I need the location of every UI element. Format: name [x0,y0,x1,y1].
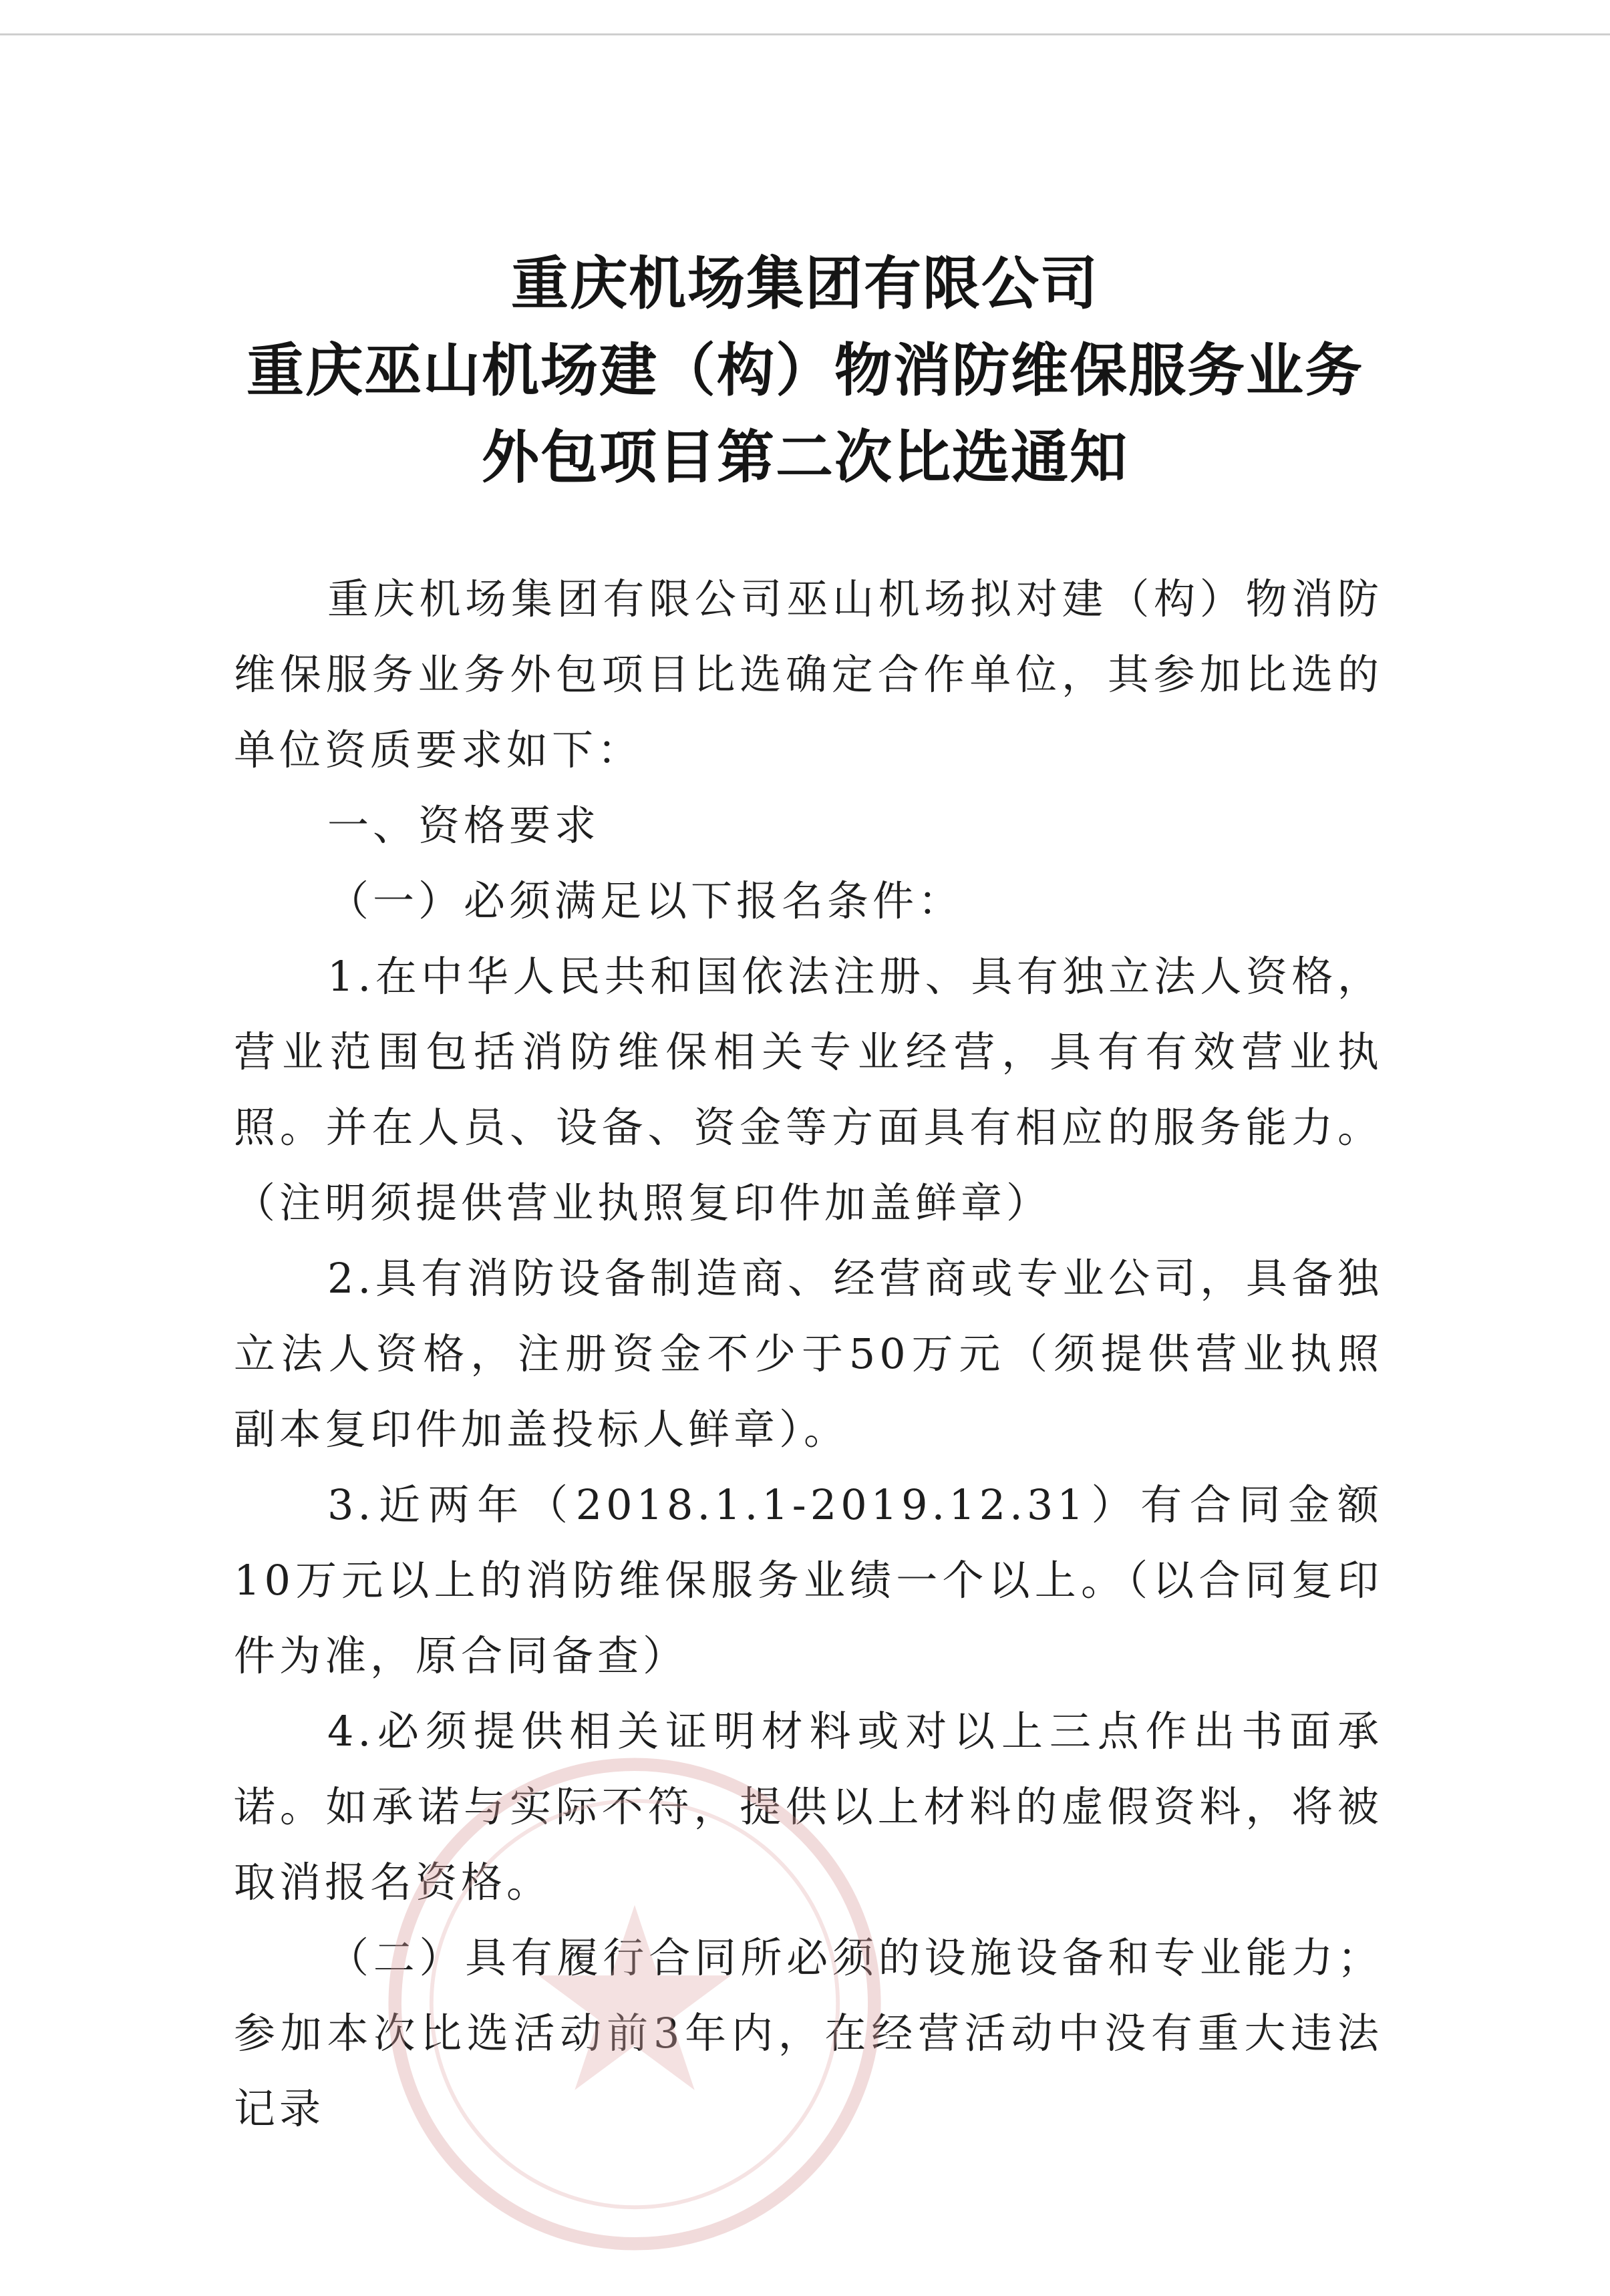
title-line-notice: 外包项目第二次比选通知 [482,424,1128,491]
subsection-heading-registration: （一）必须满足以下报名条件： [327,876,964,925]
requirement-item-1: 1.在中华人民共和国依法注册、具有独立法人资格，营业范围包括消防维保相关专业经营，具有有效营业执照。并在人员、设备、资金等方面具有相应的服务能力。（注明须提供营业执照复印件加盖鲜章） [234,952,1383,1227]
official-seal-stamp [374,1744,895,2265]
section-heading-qualifications: 一、资格要求 [327,801,601,850]
subsection-two-paragraph: （二）具有履行合同所必须的设施设备和专业能力；参加本次比选活动前3年内，在经营活动中没有重大违法记录 [234,1933,1383,2133]
requirement-item-3: 3.近两年（2018.1.1-2019.12.31）有合同金额10万元以上的消防维保服务业绩一个以上。（以合同复印件为准，原合同备查） [234,1480,1383,1680]
intro-paragraph: 重庆机场集团有限公司巫山机场拟对建（构）物消防维保服务业务外包项目比选确定合作单位，其参加比选的单位资质要求如下： [234,575,1383,774]
title-line-project: 重庆巫山机场建（构）物消防维保服务业务 [247,337,1363,404]
requirement-item-4: 4.必须提供相关证明材料或对以上三点作出书面承诺。如承诺与实际不符，提供以上材料的虚假资料，将被取消报名资格。 [234,1707,1383,1907]
document-title [134,240,1476,501]
title-line-company: 重庆机场集团有限公司 [511,251,1099,317]
scan-edge-line [0,33,1610,35]
requirement-item-2: 2.具有消防设备制造商、经营商或专业公司，具备独立法人资格，注册资金不少于50万元（须提供营业执照副本复印件加盖投标人鲜章）。 [234,1254,1383,1454]
